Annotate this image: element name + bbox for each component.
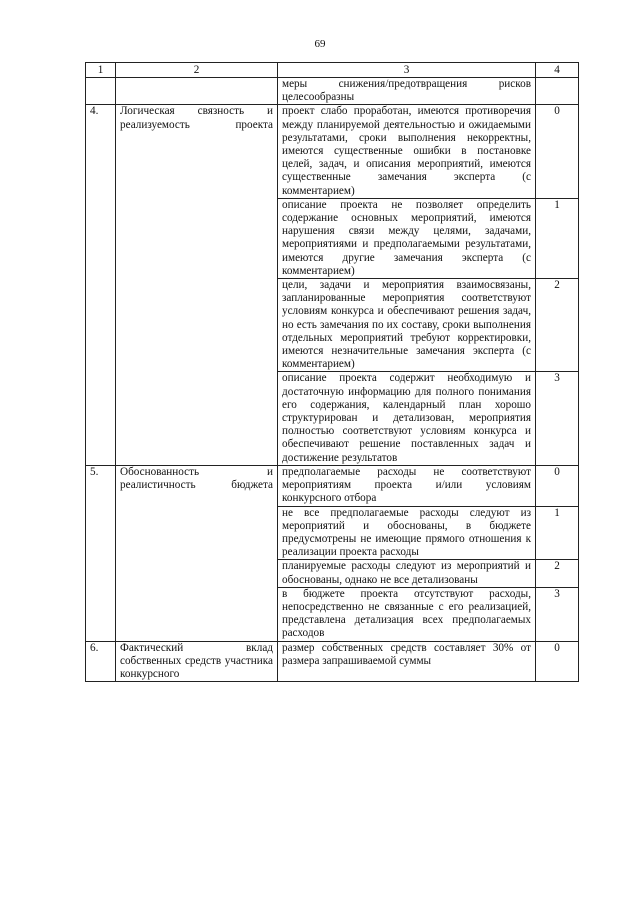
cell-description: планируемые расходы следуют из мероприятий и обоснованы, однако не все детализованы: [278, 560, 536, 587]
cell-criterion: Фактический вклад собственных средств участника конкурсного: [116, 641, 278, 682]
table-row: [86, 105, 579, 198]
cell-description: размер собственных средств составляет 30% от размера запрашиваемой суммы: [278, 641, 536, 682]
cell-criterion: Логическая связность и реализуемость проекта: [116, 105, 278, 465]
table-row: [86, 641, 579, 682]
cell-score: 2: [536, 560, 579, 587]
header-col-score: 4: [536, 63, 579, 78]
table-row: [86, 465, 579, 506]
cell-score: 3: [536, 372, 579, 465]
cell-number: 4.: [86, 105, 116, 465]
cell-score: 1: [536, 506, 579, 560]
cell-score: 1: [536, 198, 579, 278]
cell-score: 0: [536, 105, 579, 198]
cell-description: не все предполагаемые расходы следуют из мероприятий и обоснованы, в бюджете предусмотрены не имеющие прямого отношения к реализации проекта расходы: [278, 506, 536, 560]
header-row: [86, 63, 579, 78]
cell-number: [86, 78, 116, 105]
table-row: [86, 78, 579, 105]
cell-description: описание проекта содержит необходимую и достаточную информацию для полного понимания его содержания, календарный план хорошо структурирован и детализован, мероприятия полностью соответствуют условиям конкурса и обеспечивают решение поставленных задач и достижение результатов: [278, 372, 536, 465]
cell-score: 0: [536, 641, 579, 682]
header-col-criterion: 2: [116, 63, 278, 78]
page-number: 69: [314, 38, 326, 50]
cell-description: предполагаемые расходы не соответствуют мероприятиям проекта и/или условиям конкурсного отбора: [278, 465, 536, 506]
cell-number: 5.: [86, 465, 116, 641]
cell-number: 6.: [86, 641, 116, 682]
cell-score: 2: [536, 279, 579, 372]
cell-criterion: Обоснованность и реалистичность бюджета: [116, 465, 278, 641]
cell-score: 3: [536, 587, 579, 641]
header-col-description: 3: [278, 63, 536, 78]
cell-criterion: [116, 78, 278, 105]
cell-description: описание проекта не позволяет определить содержание основных мероприятий, имеются нарушения связи между целями, задачами, мероприятиями и предполагаемыми результатами, имеются другие замечания эксперта (с комментарием): [278, 198, 536, 278]
criteria-table: [85, 62, 579, 682]
cell-score: [536, 78, 579, 105]
header-col-number: 1: [86, 63, 116, 78]
cell-description: меры снижения/предотвращения рисков целесообразны: [278, 78, 536, 105]
cell-score: 0: [536, 465, 579, 506]
cell-description: цели, задачи и мероприятия взаимосвязаны, запланированные мероприятия соответствуют условиям конкурса и обеспечивают решения задач, но есть замечания по их составу, сроки выполнения отдельных мероприятий требуют корректировки, имеются незначительные замечания эксперта (с комментарием): [278, 279, 536, 372]
cell-description: в бюджете проекта отсутствуют расходы, непосредственно не связанные с его реализацией, представлена детализация всех предполагаемых расходов: [278, 587, 536, 641]
cell-description: проект слабо проработан, имеются противоречия между планируемой деятельностью и ожидаемыми результатами, сроки выполнения некорректны, имеются существенные ошибки в постановке целей, задач, и описания мероприятий, имеются существенные замечания эксперта (с комментарием): [278, 105, 536, 198]
